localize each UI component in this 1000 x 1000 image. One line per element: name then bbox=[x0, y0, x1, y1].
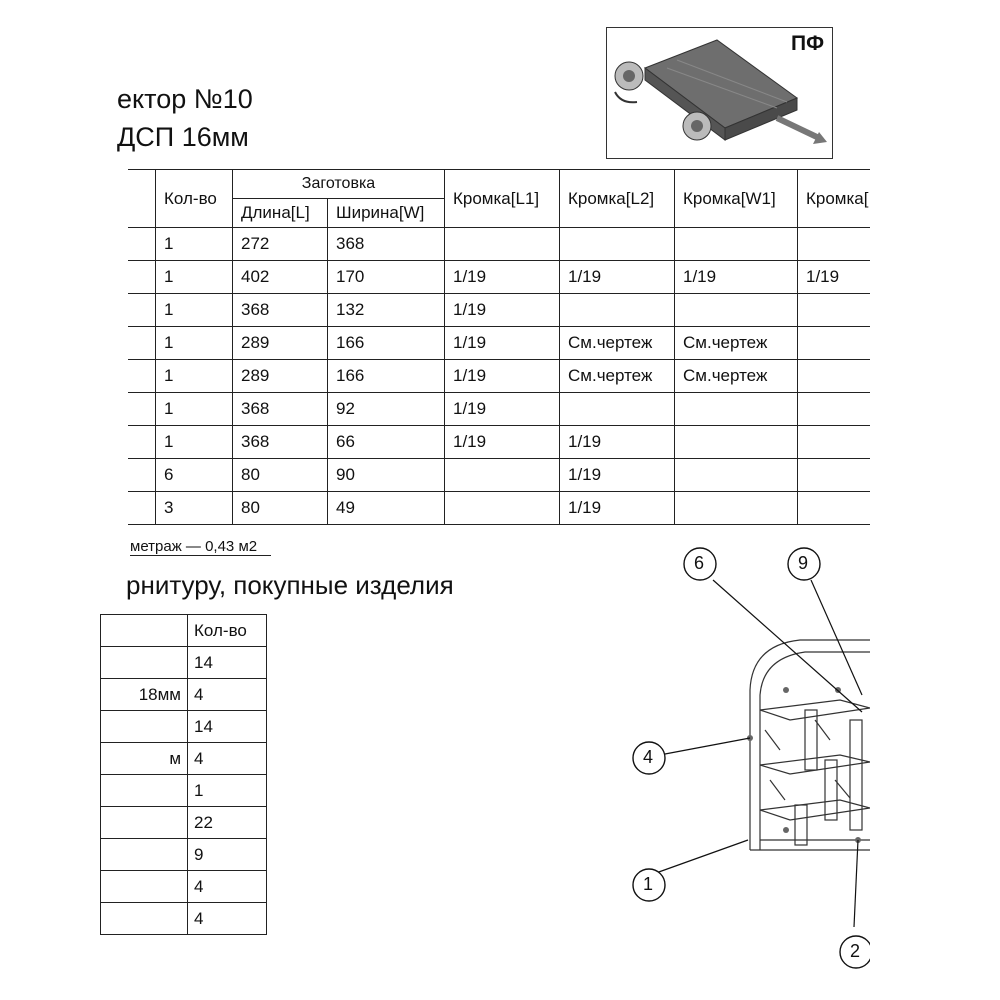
edge-meterage: метраж — 0,43 м2 bbox=[130, 538, 271, 556]
page-edge-mask bbox=[870, 160, 1000, 540]
col-header-edge-w1: Кромка[W1] bbox=[675, 170, 798, 228]
hardware-heading: рнитуру, покупные изделия bbox=[126, 570, 454, 600]
parts-table bbox=[100, 169, 905, 525]
hw-col-qty: Кол-во bbox=[188, 615, 267, 647]
table-row: 18мм 4 bbox=[101, 679, 267, 711]
col-header-blank: Заготовка bbox=[233, 170, 445, 199]
table-row: 1 289 166 1/19 См.чертеж См.чертеж bbox=[101, 327, 905, 360]
col-header-width: Ширина[W] bbox=[328, 199, 445, 228]
callout-label-1: 1 bbox=[643, 874, 654, 894]
callout-label-6: 6 bbox=[694, 553, 705, 573]
table-row: 1 368 66 1/19 1/19 bbox=[101, 426, 905, 459]
table-row: 3 80 49 1/19 bbox=[101, 492, 905, 525]
callout-label-4: 4 bbox=[643, 747, 654, 767]
hardware-table bbox=[100, 614, 267, 935]
table-row: 1 289 166 1/19 См.чертеж См.чертеж bbox=[101, 360, 905, 393]
table-row: м 4 bbox=[101, 743, 267, 775]
table-row: 1 368 92 1/19 bbox=[101, 393, 905, 426]
right-crop-mask bbox=[872, 540, 1000, 1000]
table-row: 6 80 90 1/19 bbox=[101, 459, 905, 492]
pf-illustration bbox=[606, 27, 833, 159]
left-crop-mask bbox=[0, 160, 128, 540]
col-header-edge-w2: Кромка[ bbox=[798, 170, 905, 228]
callout-label-9: 9 bbox=[798, 553, 809, 573]
pf-badge: ПФ bbox=[790, 32, 824, 55]
callout-label-2: 2 bbox=[850, 941, 861, 961]
table-row: 4 bbox=[101, 903, 267, 935]
table-row: 14 bbox=[101, 647, 267, 679]
table-row: 1 368 132 1/19 bbox=[101, 294, 905, 327]
table-row: 1 402 170 1/19 1/19 1/19 1/19 bbox=[101, 261, 905, 294]
col-header-qty: Кол-во bbox=[156, 170, 233, 228]
table-row: 4 bbox=[101, 871, 267, 903]
col-header-length: Длина[L] bbox=[233, 199, 328, 228]
table-row: 9 bbox=[101, 839, 267, 871]
table-row: 1 272 368 bbox=[101, 228, 905, 261]
col-header-edge-l1: Кромка[L1] bbox=[445, 170, 560, 228]
material-subtitle: ДСП 16мм bbox=[117, 122, 249, 152]
assembly-drawing bbox=[600, 540, 870, 980]
table-row: 14 bbox=[101, 711, 267, 743]
table-row: 1 bbox=[101, 775, 267, 807]
page-title: ектор №10 bbox=[117, 84, 253, 114]
left-crop-mask-2 bbox=[0, 612, 100, 942]
col-header-edge-l2: Кромка[L2] bbox=[560, 170, 675, 228]
table-row: 22 bbox=[101, 807, 267, 839]
